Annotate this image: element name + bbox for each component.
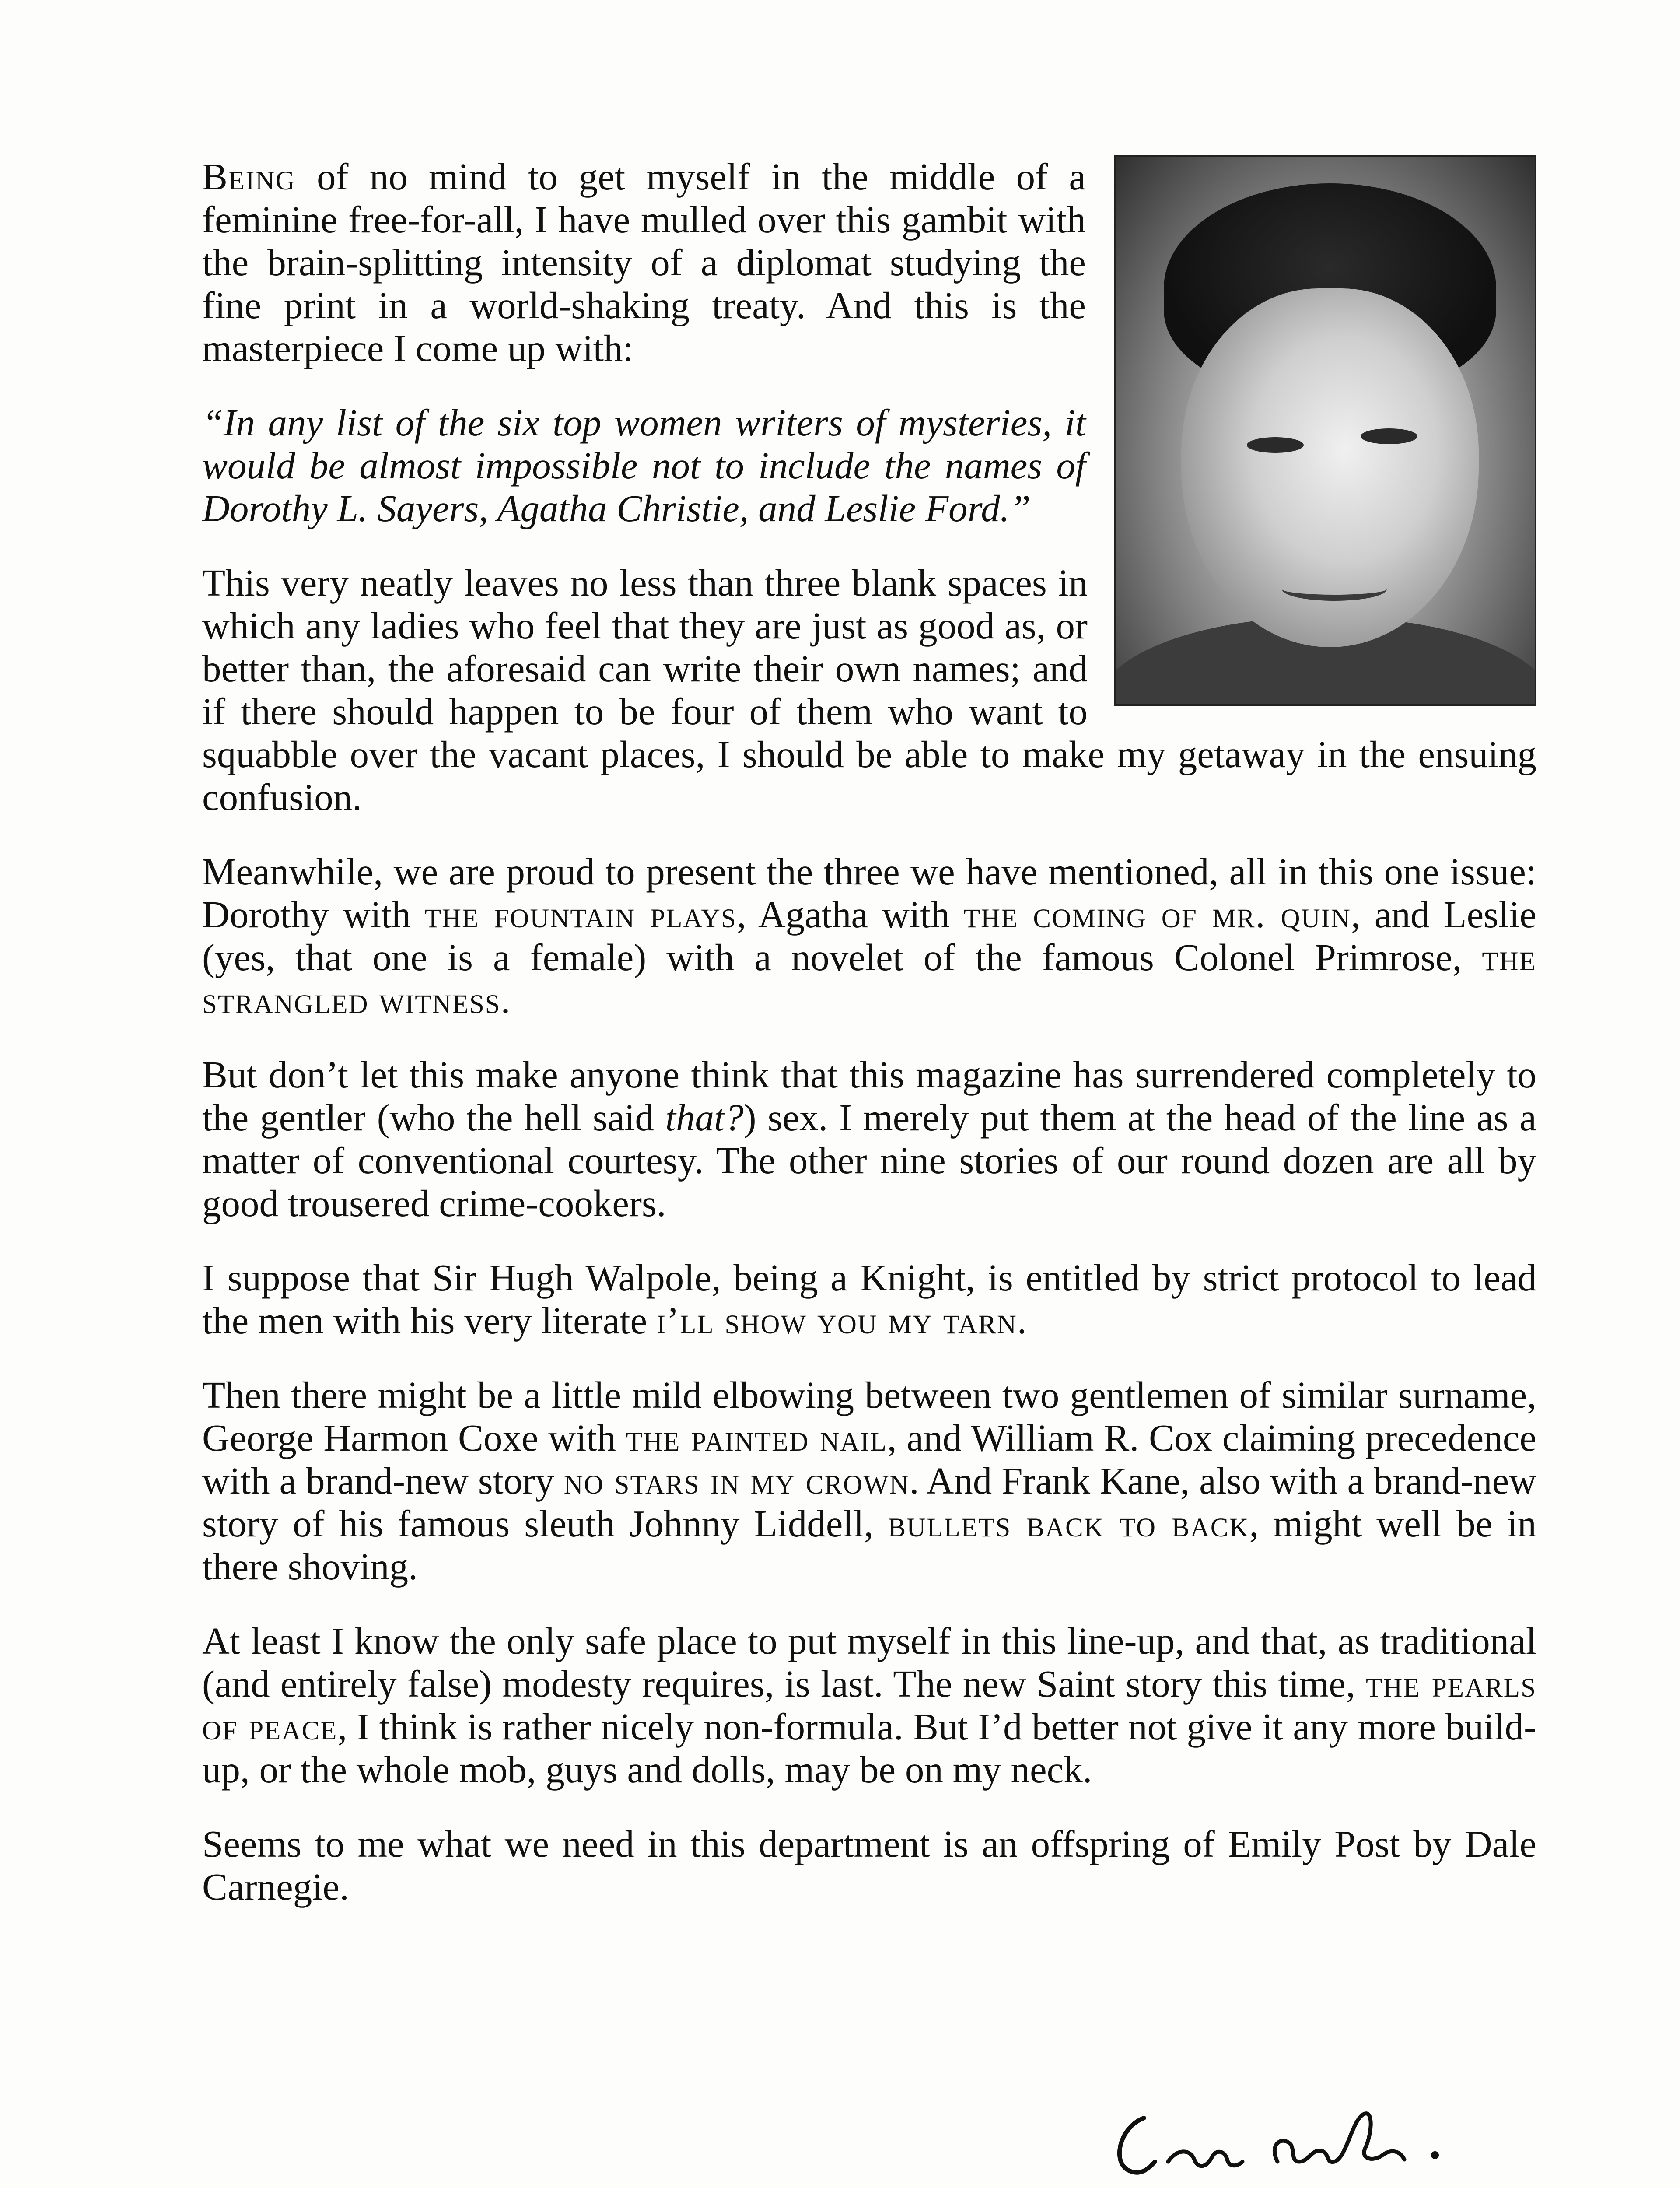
paragraph-saint-story: At least I know the only safe place to put myself in this line-up, and that, as traditional (and entirely false) modesty requires, is last. The new Saint story this time, the pearls of peace, I think is rather nicely non-formula. But I’d better not give it any more build-up, or the whole mob, guys and dolls, may be on my neck. xyxy=(202,1620,1536,1791)
author-portrait-photo xyxy=(1114,155,1536,706)
editorial-text xyxy=(202,155,1536,1940)
story-title: bullets back to back xyxy=(888,1502,1250,1545)
paragraph-blank-spaces: This very neatly leaves no less than three blank spaces in which any ladies who feel that they are just as good as, or better than, the aforesaid can write their own names; and if there should happen to be four of them who want to squabble over the vacant places, I should be able to make my getaway in the ensuing confusion. xyxy=(202,561,1536,818)
paragraph-closing: Seems to me what we need in this department is an offspring of Emily Post by Dale Carnegie. xyxy=(202,1823,1536,1908)
story-title: the coming of mr. quin xyxy=(963,893,1351,936)
paragraph-walpole: I suppose that Sir Hugh Walpole, being a Knight, is entitled by strict protocol to lead the men with his very literate i’ll show you my tarn. xyxy=(202,1256,1536,1342)
story-title: the fountain plays xyxy=(424,893,737,936)
author-signature xyxy=(1102,2100,1496,2188)
paragraph-opening: Being of no mind to get myself in the middle of a feminine free-for-all, I have mulled over this gambit with the brain-splitting intensity of a diplomat studying the fine print in a world-shaking treaty. And this is the masterpiece I come up with: xyxy=(202,155,1086,369)
story-title: the pearls of peace xyxy=(202,1662,1536,1748)
pull-quote: “In any list of the six top women writers of mysteries, it would be almost impossible not to include the names of Dorothy L. Sayers, Agatha Christie, and Leslie Ford.” xyxy=(202,401,1086,529)
story-title: the painted nail xyxy=(626,1417,887,1459)
story-title: i’ll show you my tarn xyxy=(656,1299,1017,1342)
paragraph-meanwhile: Meanwhile, we are proud to present the three we have mentioned, all in this one issue: Dorothy with the fountain plays, Agatha with the coming of mr. quin, and Leslie (yes, that one is a female) with a novelet of the famous Colonel Primrose, the strangled witness. xyxy=(202,850,1536,1021)
paragraph-elbowing: Then there might be a little mild elbowing between two gentlemen of similar surname, George Harmon Coxe with the painted nail, and William R. Cox claiming precedence with a brand-new story no stars in my crown. And Frank Kane, also with a brand-new story of his famous sleuth Johnny Liddell, bullets back to back, might well be in there shoving. xyxy=(202,1374,1537,1588)
story-title: the strangled witness xyxy=(202,936,1536,1021)
story-title: no stars in my crown xyxy=(564,1459,910,1502)
paragraph-gentler-sex: But don’t let this make anyone think that this magazine has surrendered completely to the gentler (who the hell said that?) sex. I merely put them at the head of the line as a matter of conventional courtesy. The other nine stories of our round dozen are all by good trousered crime-cookers. xyxy=(202,1053,1536,1224)
